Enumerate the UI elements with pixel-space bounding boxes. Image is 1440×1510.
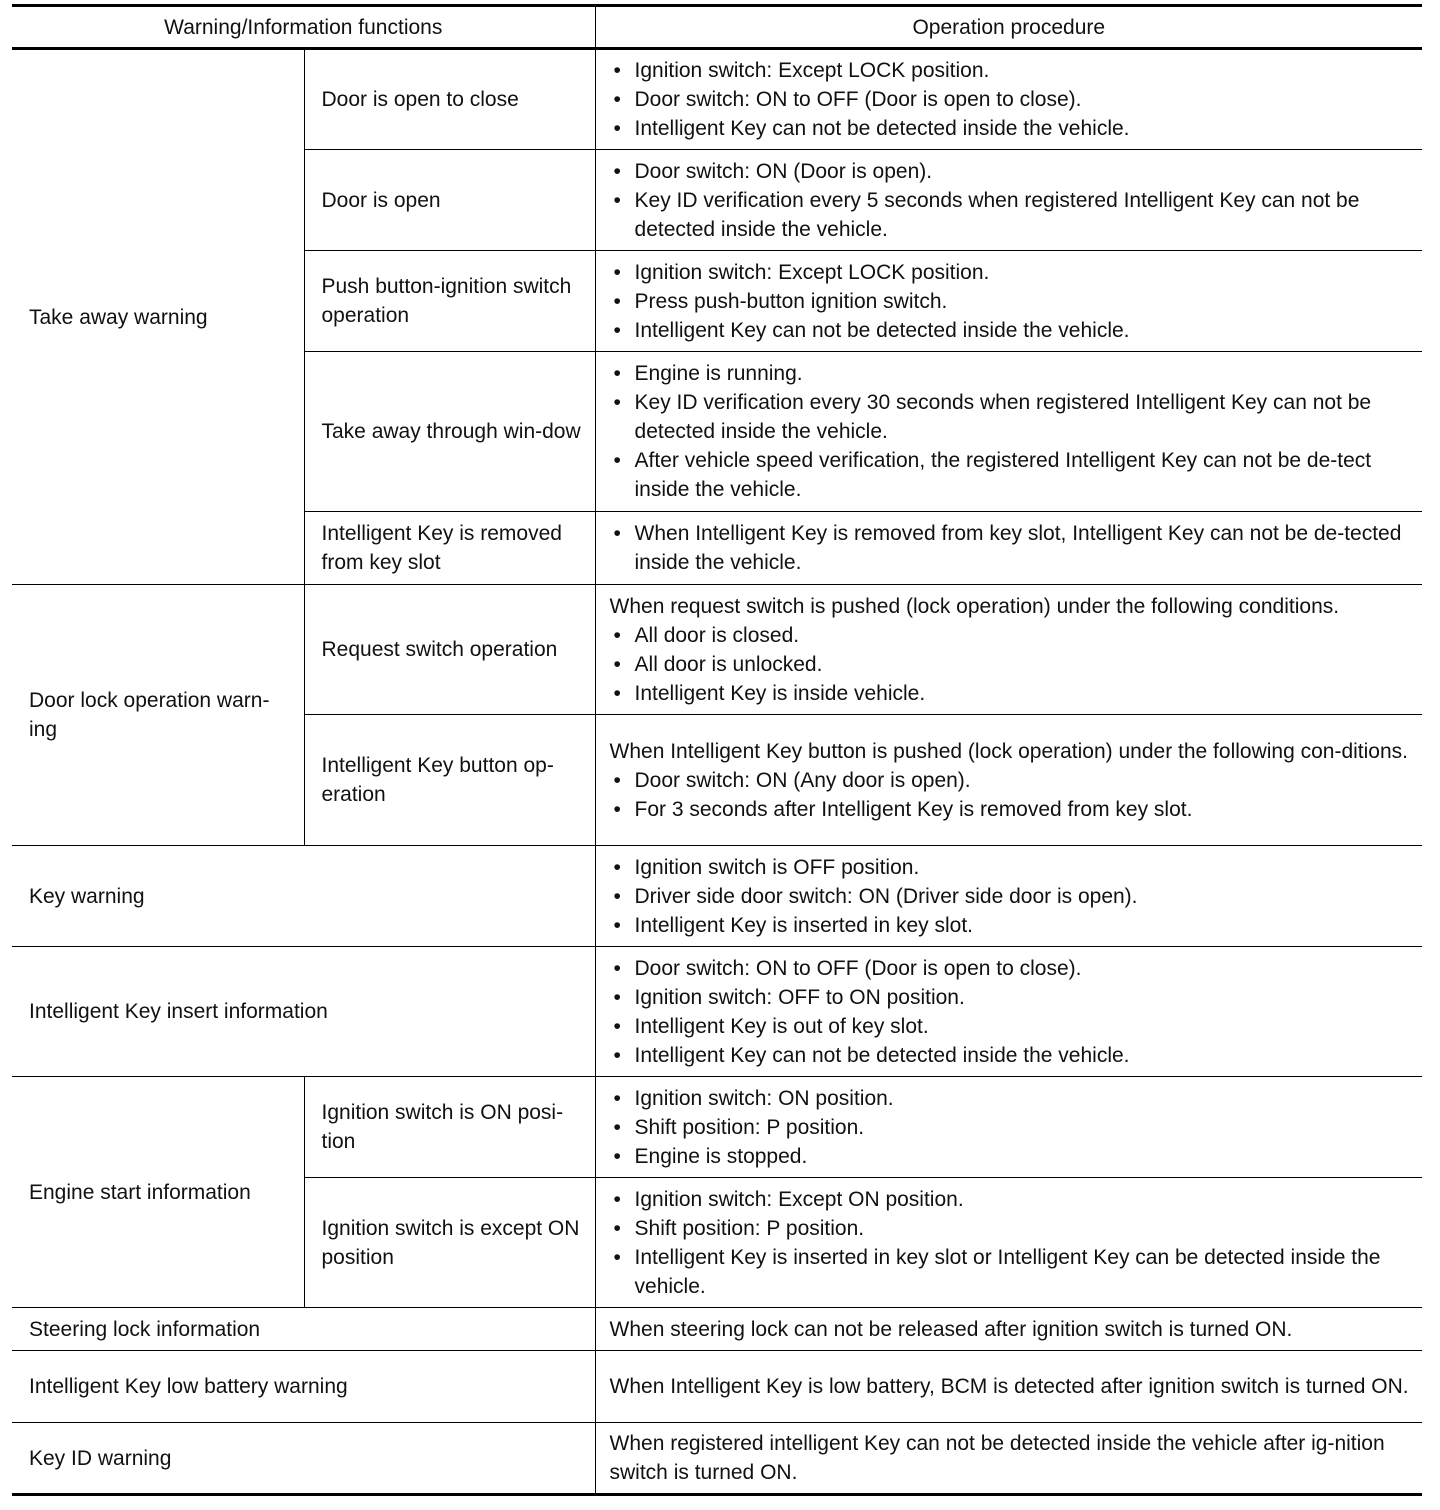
- procedure-cell: [595, 1077, 1422, 1178]
- procedure-item: • Shift position: P position.: [610, 1113, 1415, 1142]
- procedure-item: • Door switch: ON to OFF (Door is open to close).: [610, 954, 1415, 983]
- table-row: [12, 1351, 1422, 1423]
- header-procedure: Operation procedure: [595, 6, 1422, 49]
- procedure-cell: [595, 947, 1422, 1077]
- procedure-text: When registered intelligent Key can not be detected inside the vehicle after ig-nition switch is turned ON.: [595, 1423, 1422, 1495]
- procedure-item: • Door switch: ON to OFF (Door is open to close).: [610, 85, 1415, 114]
- procedure-item: • Ignition switch: Except LOCK position.: [610, 258, 1415, 287]
- procedure-item: • Door switch: ON (Any door is open).: [610, 766, 1415, 795]
- procedure-item: • Intelligent Key is inserted in key slot.: [610, 911, 1415, 940]
- procedure-item: • Ignition switch: Except ON position.: [610, 1185, 1415, 1214]
- procedure-cell: [595, 352, 1422, 512]
- function-insert-information: Intelligent Key insert information: [12, 947, 595, 1077]
- sub-function: Ignition switch is ON posi-tion: [304, 1077, 595, 1178]
- procedure-item: • Ignition switch: OFF to ON position.: [610, 983, 1415, 1012]
- procedure-item: • All door is closed.: [610, 621, 1415, 650]
- procedure-cell: [595, 512, 1422, 585]
- procedure-item: • After vehicle speed verification, the registered Intelligent Key can not be de-tect inside the vehicle.: [610, 446, 1415, 504]
- procedure-item: • Engine is running.: [610, 359, 1415, 388]
- procedure-item: • Key ID verification every 5 seconds when registered Intelligent Key can not be detected inside the vehicle.: [610, 186, 1415, 244]
- procedure-cell: [595, 846, 1422, 947]
- table-row: [12, 1077, 1422, 1178]
- procedure-text: When Intelligent Key is low battery, BCM is detected after ignition switch is turned ON.: [595, 1351, 1422, 1423]
- procedure-item: • When Intelligent Key is removed from key slot, Intelligent Key can not be de-tected inside the vehicle.: [610, 519, 1415, 577]
- procedure-cell: [595, 251, 1422, 352]
- procedure-item: • Intelligent Key can not be detected inside the vehicle.: [610, 1041, 1415, 1070]
- procedure-item: • Intelligent Key is inside vehicle.: [610, 679, 1415, 708]
- table-row: [12, 585, 1422, 715]
- procedure-item: • Driver side door switch: ON (Driver side door is open).: [610, 882, 1415, 911]
- procedure-cell: [595, 585, 1422, 715]
- table-row: [12, 846, 1422, 947]
- procedure-cell: [595, 150, 1422, 251]
- sub-function: Ignition switch is except ON position: [304, 1178, 595, 1308]
- procedure-cell: [595, 1178, 1422, 1308]
- procedure-lead: When Intelligent Key button is pushed (lock operation) under the following con-ditions.: [609, 739, 1408, 763]
- procedure-item: • Intelligent Key is inserted in key slot or Intelligent Key can be detected inside the vehicle.: [610, 1243, 1415, 1301]
- table-row: [12, 1423, 1422, 1495]
- procedure-cell: [595, 715, 1422, 846]
- procedure-item: • Press push-button ignition switch.: [610, 287, 1415, 316]
- sub-function: Door is open: [304, 150, 595, 251]
- sub-function: Intelligent Key button op-eration: [304, 715, 595, 846]
- function-key-warning: Key warning: [12, 846, 595, 947]
- function-steering-lock-information: Steering lock information: [12, 1308, 595, 1351]
- procedure-item: • Ignition switch: ON position.: [610, 1084, 1415, 1113]
- procedure-item: • Engine is stopped.: [610, 1142, 1415, 1171]
- procedure-text: When steering lock can not be released after ignition switch is turned ON.: [595, 1308, 1422, 1351]
- procedure-item: • Intelligent Key can not be detected inside the vehicle.: [610, 316, 1415, 345]
- function-key-id-warning: Key ID warning: [12, 1423, 595, 1495]
- table-row: [12, 49, 1422, 150]
- header-functions: Warning/Information functions: [12, 6, 595, 49]
- procedure-item: • Intelligent Key can not be detected inside the vehicle.: [610, 114, 1415, 143]
- procedure-item: • Intelligent Key is out of key slot.: [610, 1012, 1415, 1041]
- function-take-away-warning: Take away warning: [12, 49, 304, 585]
- procedure-cell: [595, 49, 1422, 150]
- table-row: [12, 947, 1422, 1077]
- sub-function: Request switch operation: [304, 585, 595, 715]
- table-row: [12, 1308, 1422, 1351]
- procedure-item: • For 3 seconds after Intelligent Key is removed from key slot.: [610, 795, 1415, 824]
- procedure-item: • All door is unlocked.: [610, 650, 1415, 679]
- procedure-item: • Door switch: ON (Door is open).: [610, 157, 1415, 186]
- procedure-item: • Key ID verification every 30 seconds when registered Intelligent Key can not be detected inside the vehicle.: [610, 388, 1415, 446]
- warning-function-table: [12, 4, 1422, 1496]
- table-header-row: [12, 6, 1422, 49]
- procedure-item: • Ignition switch: Except LOCK position.: [610, 56, 1415, 85]
- sub-function: Door is open to close: [304, 49, 595, 150]
- function-engine-start-information: Engine start information: [12, 1077, 304, 1308]
- function-low-battery-warning: Intelligent Key low battery warning: [12, 1351, 595, 1423]
- sub-function: Intelligent Key is removed from key slot: [304, 512, 595, 585]
- procedure-item: • Shift position: P position.: [610, 1214, 1415, 1243]
- procedure-lead: When request switch is pushed (lock operation) under the following conditions.: [609, 594, 1340, 618]
- procedure-item: • Ignition switch is OFF position.: [610, 853, 1415, 882]
- function-door-lock-warning: Door lock operation warn-ing: [12, 585, 304, 846]
- sub-function: Take away through win-dow: [304, 352, 595, 512]
- sub-function: Push button-ignition switch operation: [304, 251, 595, 352]
